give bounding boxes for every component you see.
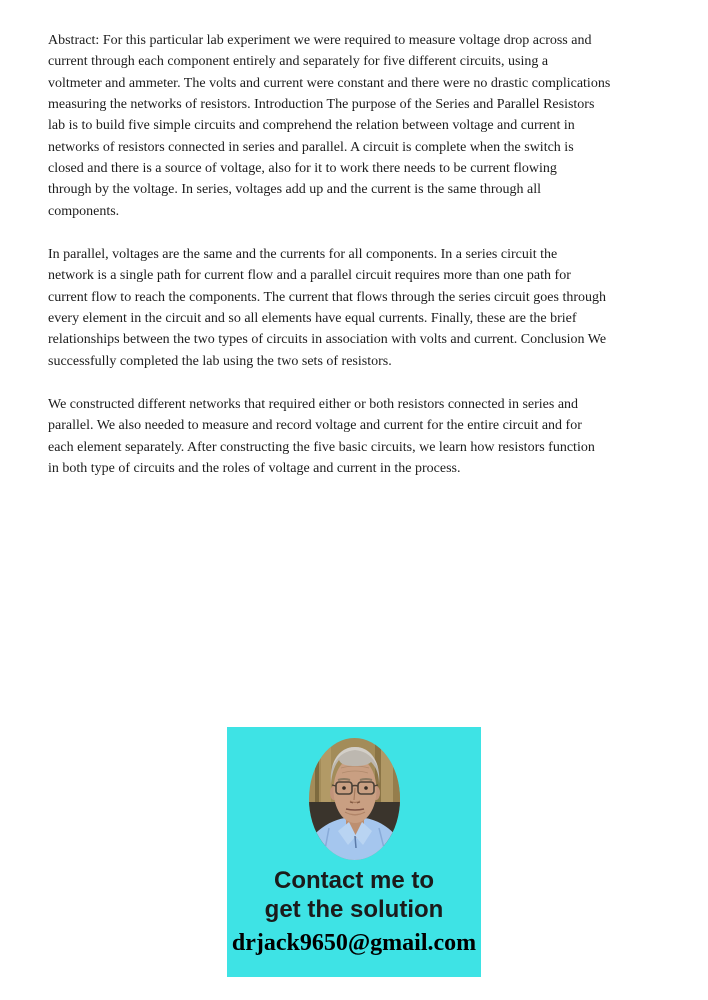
document-body [48, 30, 688, 501]
text-line: each element separately. After constructing the five basic circuits, we learn how resistors function [48, 439, 595, 455]
text-line: networks of resistors connected in series and parallel. A circuit is complete when the switch is [48, 139, 574, 155]
text-line: successfully completed the lab using the two sets of resistors. [48, 353, 392, 369]
text-line: network is a single path for current flow and a parallel circuit requires more than one path for [48, 268, 571, 284]
contact-heading-line1: Contact me to [273, 867, 434, 894]
contact-card [227, 727, 481, 977]
text-line: every element in the circuit and so all elements have equal currents. Finally, these are the brief [48, 310, 577, 326]
text-line: closed and there is a source of voltage, also for it to work there needs to be current flowing [48, 160, 557, 176]
text-line: parallel. We also needed to measure and record voltage and current for the entire circuit and for [48, 418, 582, 434]
paragraph [48, 394, 688, 479]
text-line: relationships between the two types of circuits in association with volts and current. Conclusion We [48, 332, 607, 348]
contact-heading [227, 866, 481, 924]
text-line: We constructed different networks that required either or both resistors connected in series and [48, 396, 579, 412]
text-line: lab is to build five simple circuits and comprehend the relation between voltage and current in [48, 118, 575, 134]
text-line: components. [48, 203, 120, 219]
text-line: current flow to reach the components. The current that flows through the series circuit goes through [48, 289, 607, 305]
text-line: In parallel, voltages are the same and the currents for all components. In a series circuit the [48, 246, 558, 262]
contact-email: drjack9650@gmail.com [231, 930, 477, 956]
text-line: Abstract: For this particular lab experiment we were required to measure voltage drop across and [48, 33, 592, 48]
text-line: measuring the networks of resistors. Introduction The purpose of the Series and Parallel Resistors [48, 96, 595, 112]
text-line: voltmeter and ammeter. The volts and current were constant and there were no drastic complications [48, 75, 611, 91]
paragraph [48, 244, 688, 372]
text-line: current through each component entirely and separately for five different circuits, using a [48, 54, 549, 70]
contact-heading-line2: get the solution [264, 896, 444, 923]
text-line: through by the voltage. In series, voltages add up and the current is the same through all [48, 182, 541, 198]
tutor-portrait-photo [309, 738, 400, 860]
text-line: in both type of circuits and the roles of voltage and current in the process. [48, 460, 461, 476]
paragraph [48, 30, 688, 222]
